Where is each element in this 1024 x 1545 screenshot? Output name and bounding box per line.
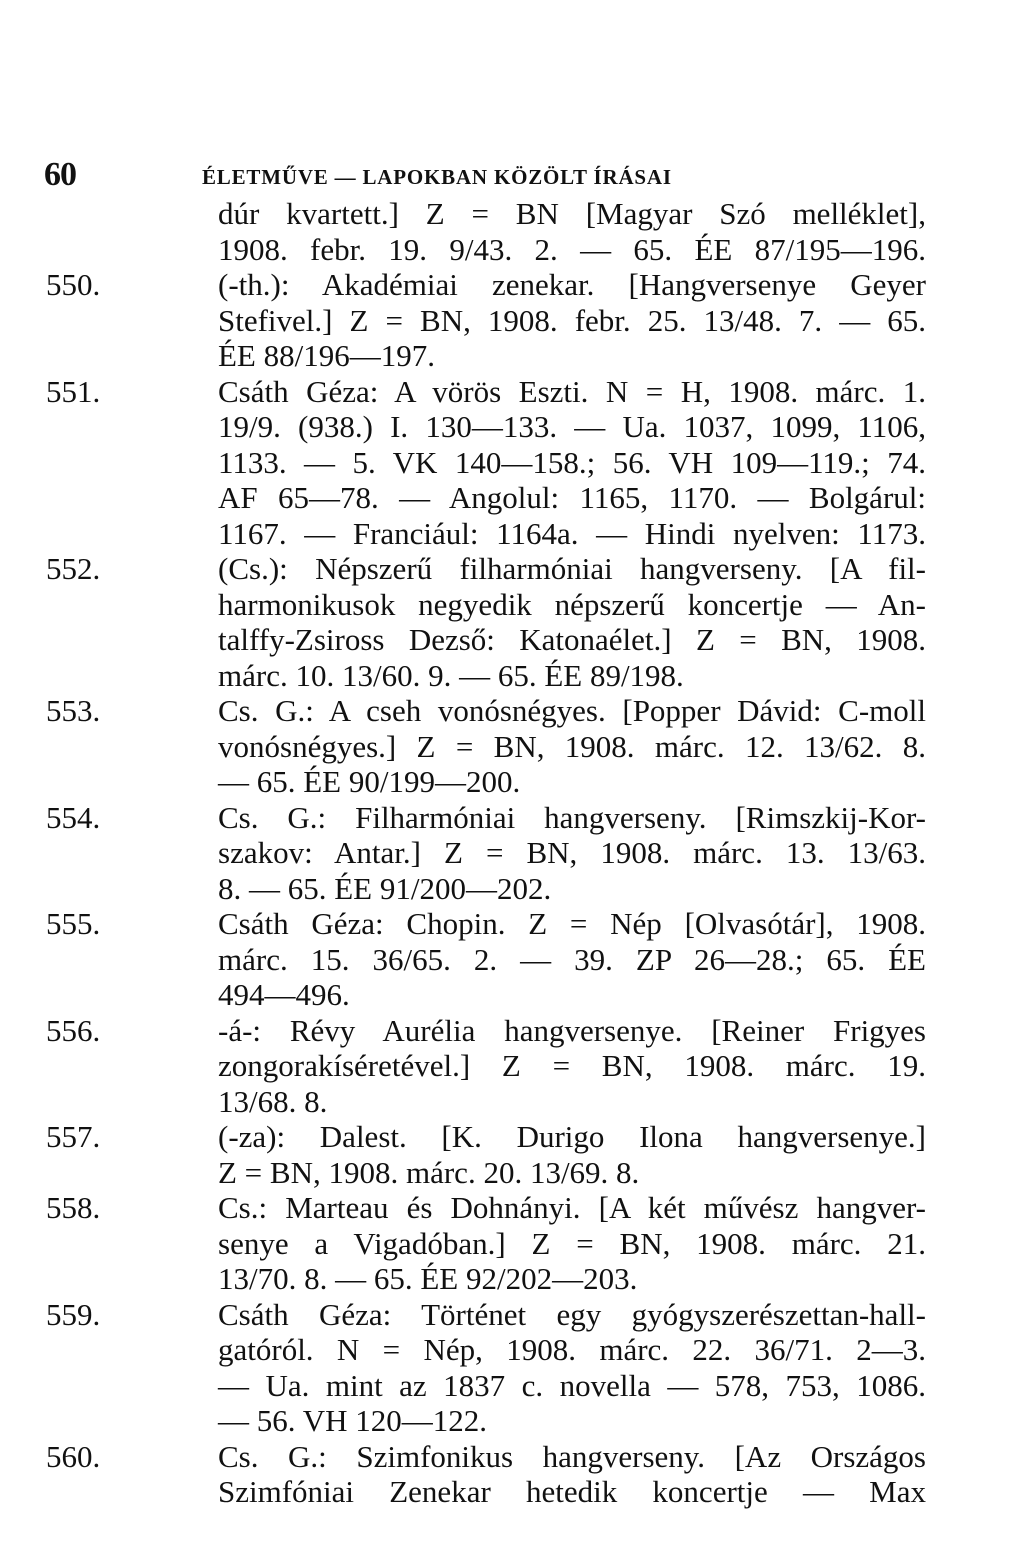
- entry-line: 19/9. (938.) I. 130—133. — Ua. 1037, 1099, 1106,: [218, 409, 926, 444]
- entry-line: Szimfóniai Zenekar hetedik koncertje — Max: [218, 1474, 926, 1509]
- entry-number: 555.: [46, 906, 101, 941]
- entry-line: Csáth Géza: Történet egy gyógyszerészettan-hall-: [218, 1296, 926, 1332]
- entry-line: harmonikusok negyedik népszerű koncertje — An-: [218, 586, 926, 622]
- entry-line: AF 65—78. — Angolul: 1165, 1170. — Bolgárul:: [218, 480, 926, 515]
- page-number: 60: [44, 156, 76, 193]
- entry-line: Csáth Géza: A vörös Eszti. N = H, 1908. márc. 1.: [218, 373, 926, 409]
- entry-number: 553.: [46, 693, 101, 728]
- entry-number: 554.: [46, 799, 101, 835]
- entry-line: senye a Vigadóban.] Z = BN, 1908. márc. 21.: [218, 1225, 926, 1261]
- entry-line: (-za): Dalest. [K. Durigo Ilona hangversenye.]: [218, 1119, 926, 1154]
- bibliography-entry: [46, 1439, 926, 1510]
- entry-line: Stefivel.] Z = BN, 1908. febr. 25. 13/48. 7. — 65.: [218, 302, 926, 338]
- bibliography-entries: [46, 196, 926, 1510]
- bibliography-entry: [46, 1119, 926, 1190]
- entry-number: 550.: [46, 267, 101, 302]
- entry-line: zongorakíséretével.] Z = BN, 1908. márc. 19.: [218, 1048, 926, 1083]
- bibliography-entry: [46, 906, 926, 1013]
- running-title: ÉLETMŰVE — LAPOKBAN KÖZÖLT ÍRÁSAI: [202, 165, 672, 189]
- entry-line: 1133. — 5. VK 140—158.; 56. VH 109—119.; 74.: [218, 444, 926, 480]
- entry-number: 552.: [46, 551, 101, 586]
- entry-line: 13/68. 8.: [218, 1083, 328, 1119]
- entry-number: 556.: [46, 1012, 101, 1048]
- entry-line: 1167. — Franciául: 1164a. — Hindi nyelven: 1173.: [218, 515, 926, 551]
- bibliography-entry: [46, 374, 926, 552]
- entry-line: dúr kvartett.] Z = BN [Magyar Szó melléklet],: [218, 196, 926, 231]
- entry-line: Z = BN, 1908. márc. 20. 13/69. 8.: [218, 1154, 640, 1190]
- bibliography-entry: [46, 800, 926, 907]
- page-header: [44, 156, 984, 196]
- entry-number: 560.: [46, 1438, 101, 1474]
- entry-number: 551.: [46, 373, 101, 409]
- bibliography-entry: [46, 693, 926, 800]
- entry-line: 13/70. 8. — 65. ÉE 92/202—203.: [218, 1261, 638, 1296]
- bibliography-entry: [46, 196, 926, 267]
- entry-number: 557.: [46, 1119, 101, 1154]
- entry-line: vonósnégyes.] Z = BN, 1908. márc. 12. 13/62. 8.: [218, 728, 926, 764]
- entry-line: szakov: Antar.] Z = BN, 1908. márc. 13. 13/63.: [218, 835, 926, 870]
- entry-number: 558.: [46, 1190, 101, 1225]
- entry-line: — 56. VH 120—122.: [218, 1403, 487, 1438]
- entry-line: talffy-Zsiross Dezső: Katonaélet.] Z = BN, 1908.: [218, 622, 926, 657]
- entry-line: Cs. G.: Filharmóniai hangverseny. [Rimszkij-Kor-: [218, 799, 926, 835]
- entry-number: 559.: [46, 1296, 101, 1332]
- entry-line: márc. 15. 36/65. 2. — 39. ZP 26—28.; 65. ÉE: [218, 941, 926, 977]
- entry-line: márc. 10. 13/60. 9. — 65. ÉE 89/198.: [218, 657, 684, 693]
- entry-line: Csáth Géza: Chopin. Z = Nép [Olvasótár], 1908.: [218, 906, 926, 941]
- entry-line: — 65. ÉE 90/199—200.: [218, 764, 521, 799]
- bibliography-entry: [46, 1013, 926, 1120]
- entry-line: 8. — 65. ÉE 91/200—202.: [218, 870, 552, 906]
- entry-line: (-th.): Akadémiai zenekar. [Hangversenye Geyer: [218, 267, 926, 302]
- entry-line: (Cs.): Népszerű filharmóniai hangverseny. [A fil-: [218, 551, 926, 586]
- entry-line: — Ua. mint az 1837 c. novella — 578, 753, 1086.: [218, 1367, 926, 1403]
- bibliography-entry: [46, 267, 926, 374]
- entry-line: ÉE 88/196—197.: [218, 338, 435, 373]
- entry-line: Cs.: Marteau és Dohnányi. [A két művész hangver-: [218, 1190, 926, 1225]
- entry-line: 1908. febr. 19. 9/43. 2. — 65. ÉE 87/195—196.: [218, 231, 926, 267]
- bibliography-entry: [46, 551, 926, 693]
- bibliography-entry: [46, 1190, 926, 1297]
- bibliography-entry: [46, 1297, 926, 1439]
- entry-line: Cs. G.: Szimfonikus hangverseny. [Az Országos: [218, 1438, 926, 1474]
- entry-line: 494—496.: [218, 977, 350, 1012]
- entry-line: -á-: Révy Aurélia hangversenye. [Reiner Frigyes: [218, 1012, 926, 1048]
- entry-line: Cs. G.: A cseh vonósnégyes. [Popper Dávid: C-moll: [218, 693, 926, 728]
- entry-line: gatóról. N = Nép, 1908. márc. 22. 36/71. 2—3.: [218, 1332, 926, 1367]
